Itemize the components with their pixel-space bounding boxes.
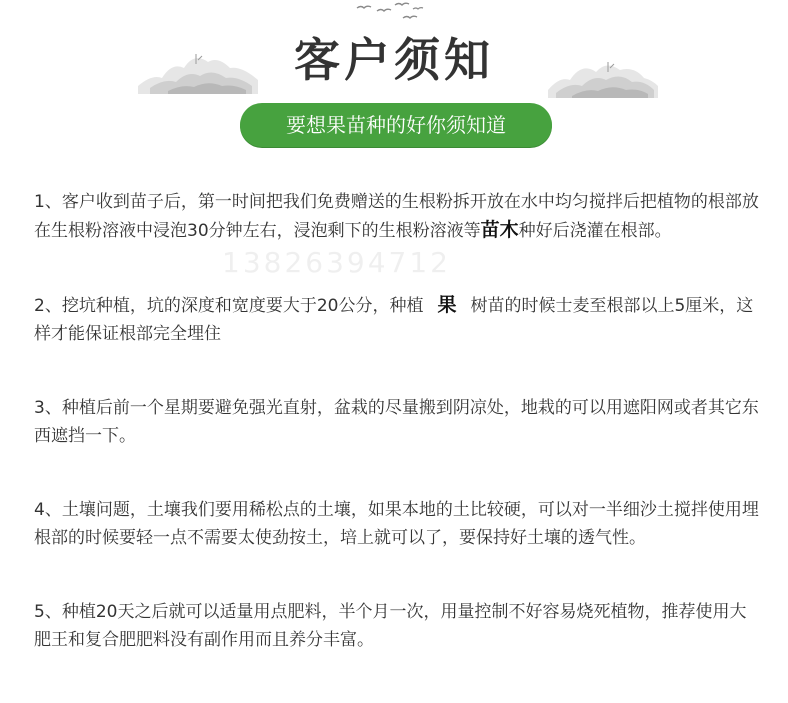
watermark: 13826394712 [222,246,451,279]
notice-list [34,188,760,700]
notice-item-5: 5、种植20天之后就可以适量用点肥料，半个月一次，用量控制不好容易烧死植物，推荐使用大肥王和复合肥肥料没有副作用而且养分丰富。 [34,602,747,650]
notice-text: 种好后浇灌在根部。 [518,221,672,241]
notice-emphasis: 苗木 [480,219,519,241]
header [0,0,788,160]
notice-item-3: 3、种植后前一个星期要避免强光直射，盆栽的尽量搬到阴凉处，地栽的可以用遮阳网或者其它东西遮挡一下。 [34,398,759,446]
notice-emphasis: 果 [437,294,457,316]
subtitle-banner: 要想果苗种的好你须知道 [240,103,552,147]
notice-text: 2、挖坑种植，坑的深度和宽度要大于20公分，种植 [34,296,424,316]
page-title: 客户须知 [294,33,494,87]
notice-item-4: 4、土壤问题，土壤我们要用稀松点的土壤，如果本地的土比较硬，可以对一半细沙土搅拌使用埋根部的时候要轻一点不需要太使劲按土，培上就可以了，要保持好土壤的透气性。 [34,500,759,548]
notice-text: 树苗的时候士麦至根部以上5厘米，这样才能保证根部完全埋住 [34,296,754,344]
notice-text: 1、客户收到苗子后，第一时间把我们免费赠送的生根粉拆开放在水中均匀搅拌后把植物的根部放在生根粉溶液中浸泡30分钟左右，浸泡剩下的生根粉溶液等 [34,192,759,241]
notice-item-2 [34,291,760,348]
notice-item-1 [34,188,760,245]
birds-icon [355,2,425,24]
